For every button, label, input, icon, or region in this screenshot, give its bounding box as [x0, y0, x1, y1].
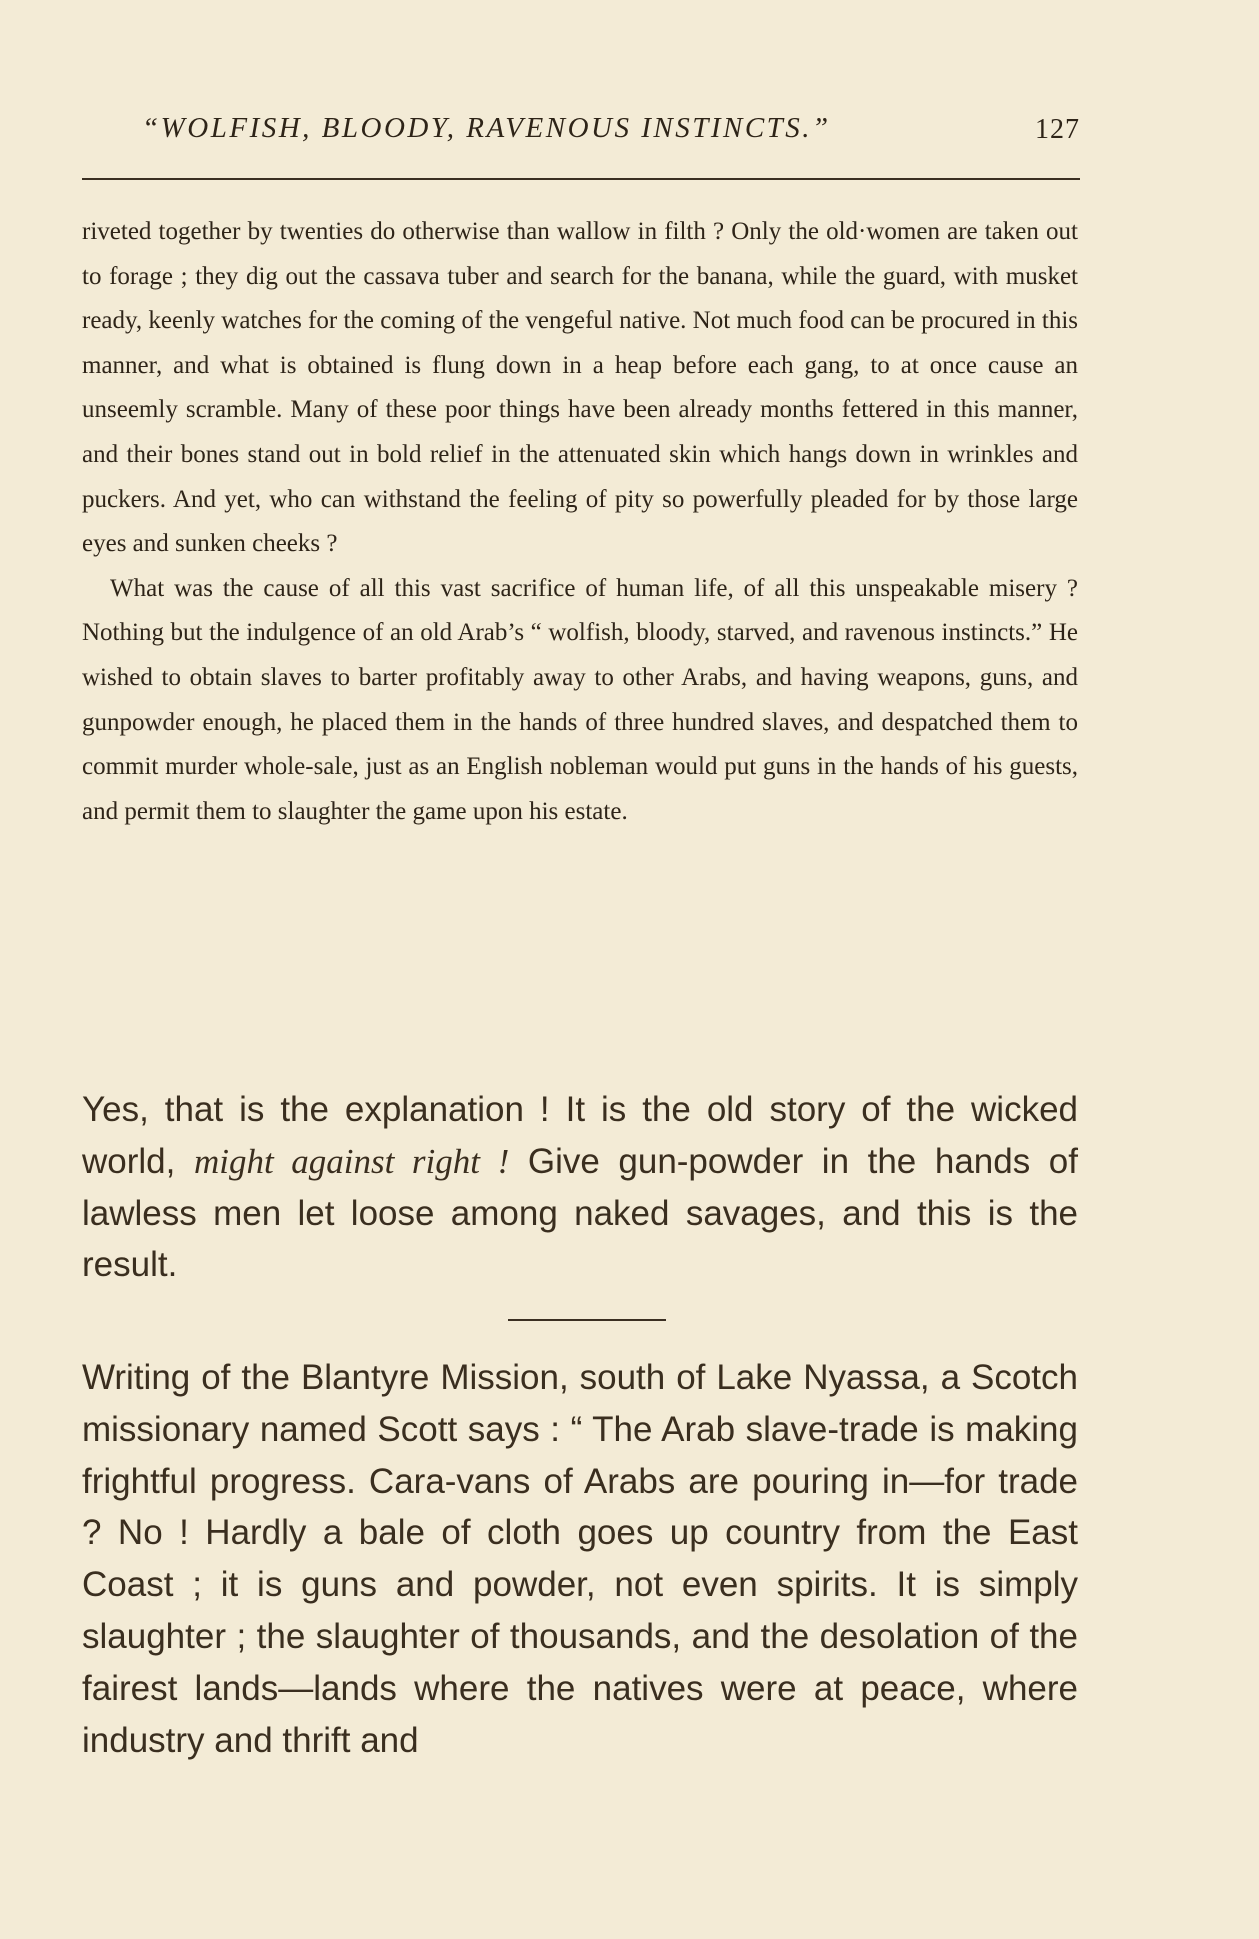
large-print-paragraph-explanation	[82, 1084, 1078, 1291]
header-rule	[82, 178, 1080, 180]
running-title: “WOLFISH, BLOODY, RAVENOUS INSTINCTS.”	[142, 112, 831, 144]
page-header	[82, 112, 1080, 148]
large-print-paragraph-blantyre	[82, 1352, 1078, 1766]
paragraph-cause: What was the cause of all this vast sacrifice of human life, of all this unspeakable misery ? Nothing but the indulgence of an old Arab’s “ wolfish, bloody, starved, and ravenous instincts.” He wished to obtain slaves to barter profitably away to other Arabs, and having weapons, guns, and gunpowder enough, he placed them in the hands of three hundred slaves, and despatched them to commit murder whole-sale, just as an English nobleman would put guns in the hands of his guests, and permit them to slaughter the game upon his estate.	[82, 574, 1078, 825]
explanation-after: Give gun-powder in the hands of lawless men let loose among naked savages, and this is the result.	[82, 1141, 1078, 1285]
paragraph-continued: riveted together by twenties do otherwise than wallow in filth ? Only the old·women are taken out to forage ; they dig out the cassava tuber and search for the banana, while the guard, with musket ready, keenly watches for the coming of the vengeful native. Not much food can be procured in this manner, and what is obtained is flung down in a heap before each gang, to at once cause an unseemly scramble. Many of these poor things have been already months fettered in this manner, and their bones stand out in bold relief in the attenuated skin which hangs down in wrinkles and puckers. And yet, who can withstand the feeling of pity so powerfully pleaded for by those large eyes and sunken cheeks ?	[82, 218, 1078, 558]
emphasis-might-against-right: might against right !	[193, 1141, 510, 1181]
page-number: 127	[1035, 114, 1080, 145]
explanation-before: Yes, that is the explanation ! It is the old story of the wicked world,	[82, 1090, 1078, 1181]
small-print-section	[82, 210, 1078, 834]
blantyre-text: Writing of the Blantyre Mission, south of Lake Nyassa, a Scotch missionary named Scott says : “ The Arab slave-trade is making frightful progress. Cara-vans of Arabs are pouring in—for trade ? No ! Hardly a bale of cloth goes up country from the East Coast ; it is guns and powder, not even spirits. It is simply slaughter ; the slaughter of thousands, and the desolation of the fairest lands—lands where the natives were at peace, where industry and thrift and	[82, 1358, 1078, 1760]
section-divider	[508, 1319, 666, 1321]
explanation-text	[82, 1084, 1078, 1291]
